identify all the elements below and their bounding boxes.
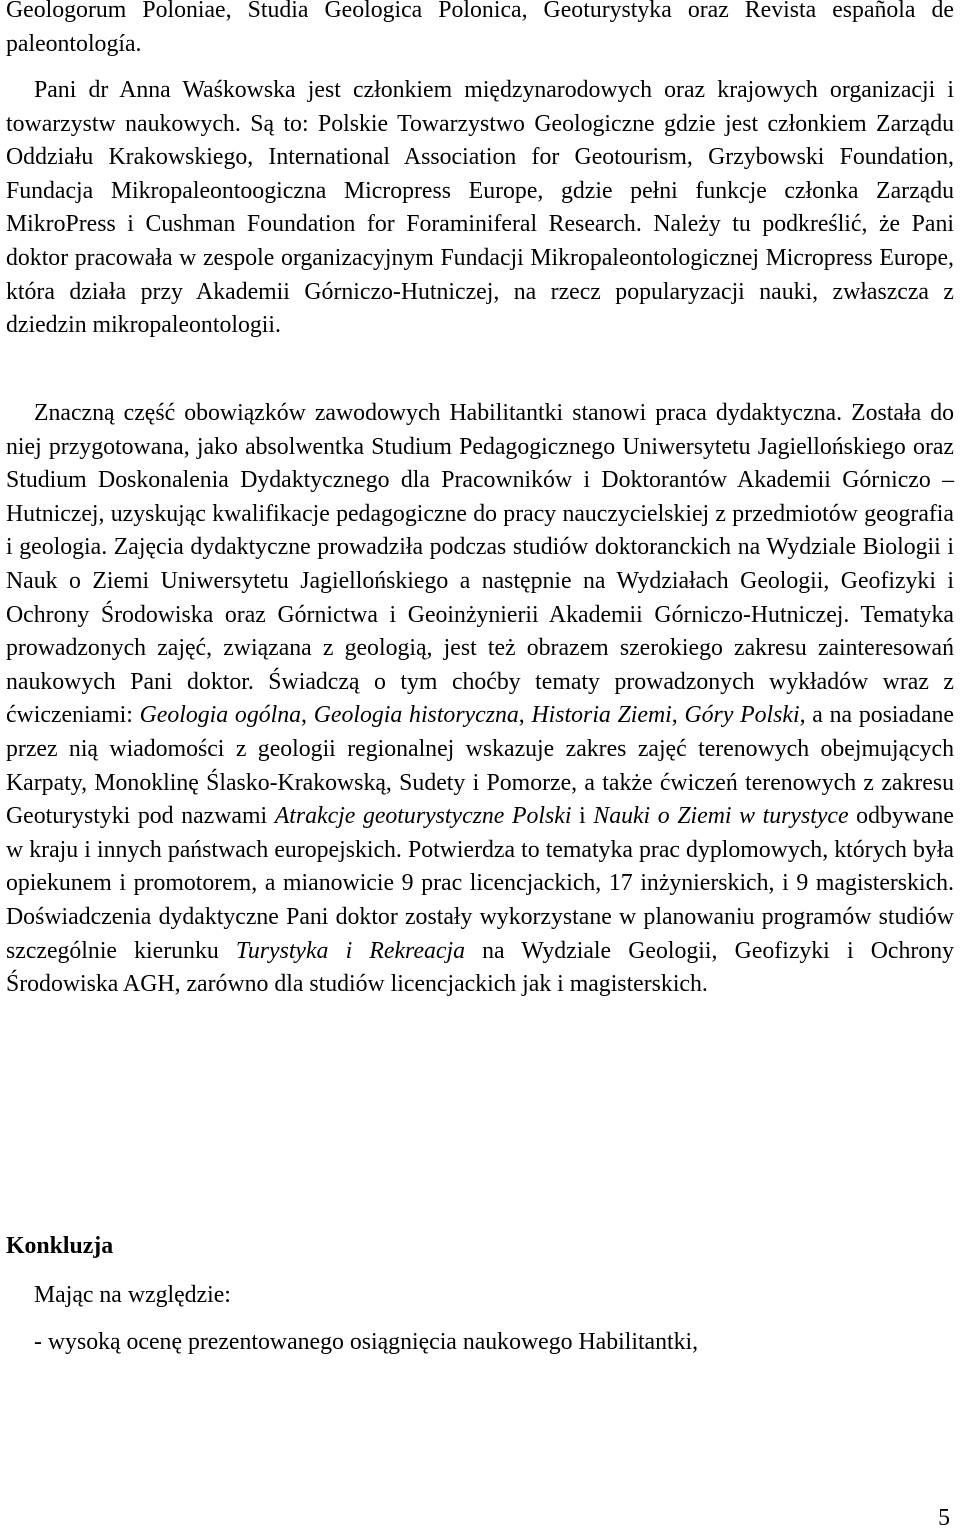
course-title: Nauki o Ziemi w turystyce <box>593 803 849 830</box>
paragraph-teaching-text: , <box>301 702 314 729</box>
course-title: Geologia historyczna <box>313 702 519 729</box>
paragraph-teaching-text: Znaczną część obowiązków zawodowych Habilitantki stanowi praca dydaktyczna. Została do niej przygotowana, jako absolwentka Studium Pedagogicznego Uniwersytetu Jagiellońskiego oraz Studium Doskonalenia Dydaktycznego dla Pracowników i Doktorantów Akademii Górniczo – Hutniczej, uzyskując kwalifikacje pedagogiczne do pracy nauczycielskiej z przedmiotów geografia i geologia. Zajęcia dydaktyczne prowadziła podczas studiów doktoranckich na Wydziale Biologii i Nauk o Ziemi Uniwersytetu Jagiellońskiego a następnie na Wydziałach Geologii, Geofizyki i Ochrony Środowiska oraz Górnictwa i Geoinżynierii Akademii Górniczo-Hutniczej. Tematyka prowadzonych zajęć, związana z geologią, jest też obrazem szerokiego zakresu zainteresowań naukowych Pani doktor. Świadczą o tym choćby tematy prowadzonych wykładów wraz z ćwiczeniami: <box>6 400 954 729</box>
paragraph-teaching-text: na Wydziale Geologii, Geofizyki i Ochrony Środowiska AGH, zarówno dla studiów licencjackich jak i magisterskich. <box>6 937 954 998</box>
page-number: 5 <box>938 1505 950 1531</box>
paragraph-teaching-text: , <box>518 702 532 729</box>
course-title: Geologia ogólna <box>139 702 302 729</box>
conclusion-list-item: - wysoką ocenę prezentowanego osiągnięcia naukowego Habilitantki, <box>34 1329 699 1355</box>
paragraph-teaching-text: odbywane w kraju i innych państwach europejskich. Potwierdza to tematyka prac dyplomowych, których była opiekunem i promotorem, a mianowicie 9 prac licencjackich, 17 inżynierskich, i 9 magisterskich. Doświadczenia dydaktyczne Pani doktor zostały wykorzystane w planowaniu programów studiów szczególnie kierunku <box>6 803 954 964</box>
course-title: Historia Ziemi, Góry Polski, <box>531 702 806 729</box>
course-title: Atrakcje geoturystyczne Polski <box>274 803 572 830</box>
paragraph-teaching-text: i <box>571 803 594 830</box>
paragraph-journals: Geologorum Poloniae, Studia Geologica Polonica, Geoturystyka oraz Revista española de paleontología. <box>6 0 954 57</box>
study-program-title: Turystyka i Rekreacja <box>235 937 465 964</box>
paragraph-teaching <box>6 397 954 1002</box>
section-heading-conclusion: Konkluzja <box>6 1233 114 1259</box>
conclusion-intro: Mając na względzie: <box>34 1282 231 1308</box>
paragraph-memberships: Pani dr Anna Waśkowska jest członkiem międzynarodowych oraz krajowych organizacji i towarzystw naukowych. Są to: Polskie Towarzystwo Geologiczne gdzie jest członkiem Zarządu Oddziału Krakowskiego, International Association for Geotourism, Grzybowski Foundation, Fundacja Mikropaleontoogiczna Micropress Europe, gdzie pełni funkcje członka Zarządu MikroPress i Cushman Foundation for Foraminiferal Research. Należy tu podkreślić, że Pani doktor pracowała w zespole organizacyjnym Fundacji Mikropaleontologicznej Micropress Europe, która działa przy Akademii Górniczo-Hutniczej, na rzecz popularyzacji nauki, zwłaszcza z dziedzin mikropaleontologii. <box>6 77 954 339</box>
paragraph-teaching-text: a na posiadane przez nią wiadomości z geologii regionalnej wskazuje zakres zajęć terenowych obejmujących Karpaty, Monoklinę Ślasko-Krakowską, Sudety i Pomorze, a także ćwiczeń terenowych z zakresu Geoturystyki pod nazwami <box>6 702 954 830</box>
